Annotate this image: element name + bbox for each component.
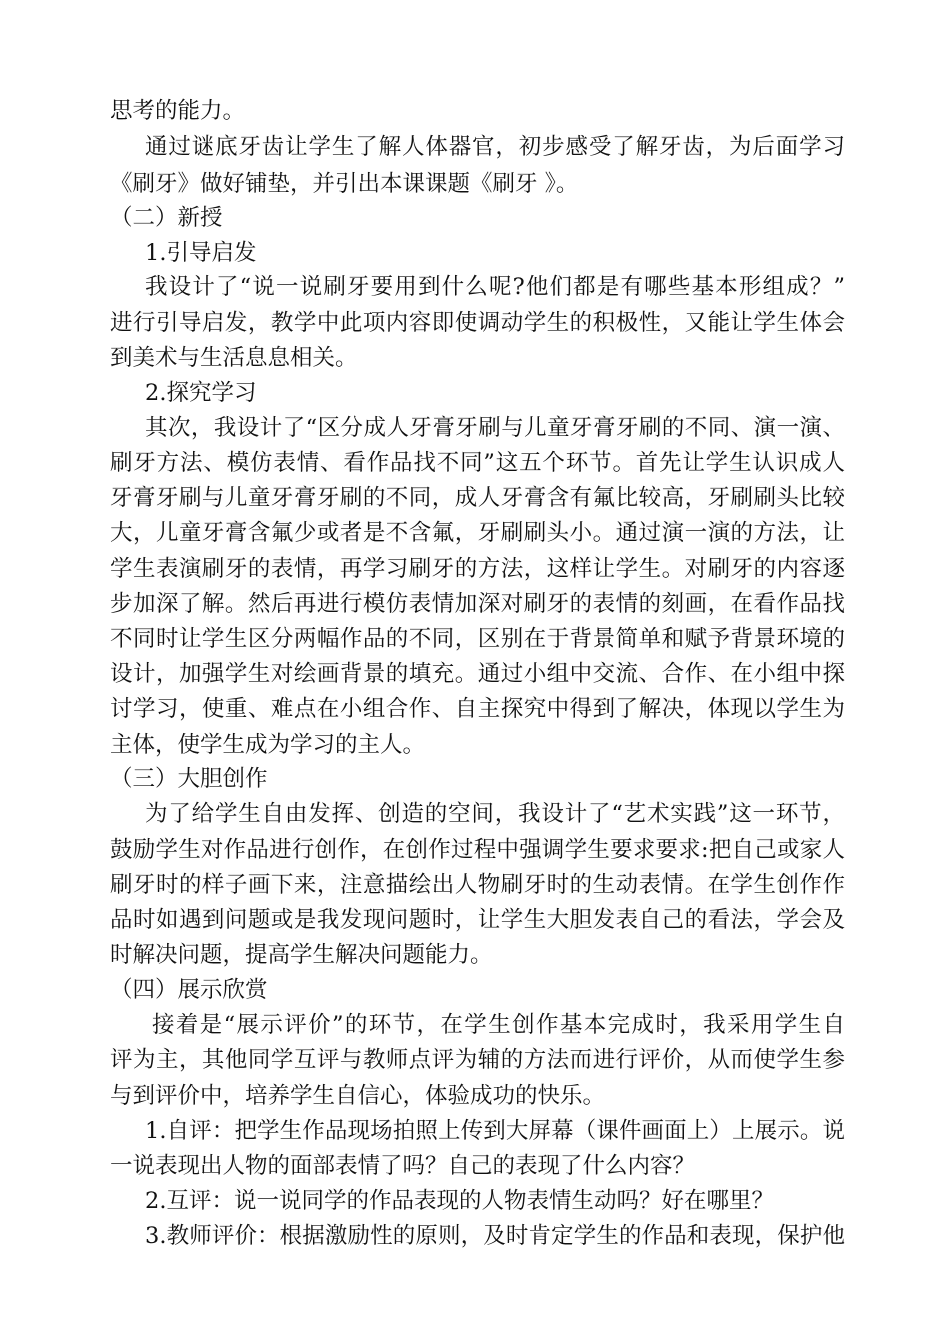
paragraph-line: 设计，加强学生对绘画背景的填充。通过小组中交流、合作、在小组中探 [110,661,845,687]
subsection-heading: 2.探究学习 [145,380,257,406]
paragraph-line: 时解决问题，提高学生解决问题能力。 [110,942,493,968]
paragraph-line: 通过谜底牙齿让学生了解人体器官，初步感受了解牙齿，为后面学习 [145,134,845,160]
paragraph-line: 牙膏牙刷与儿童牙膏牙刷的不同，成人牙膏含有氟比较高，牙刷刷头比较 [110,485,845,511]
paragraph-line: 主体，使学生成为学习的主人。 [110,732,426,758]
section-heading: （二）新授 [110,205,223,231]
paragraph-line: 其次，我设计了“区分成人牙膏牙刷与儿童牙膏牙刷的不同、演一演、 [145,415,845,441]
paragraph-line: 刷牙方法、模仿表情、看作品找不同”这五个环节。首先让学生认识成人 [110,450,845,476]
paragraph-line: 思考的能力。 [110,98,246,124]
paragraph-line: 接着是“展示评价”的环节，在学生创作基本完成时，我采用学生自 [152,1012,845,1038]
paragraph-line: 进行引导启发，教学中此项内容即使调动学生的积极性，又能让学生体会 [110,310,845,336]
paragraph-line: 步加深了解。然后再进行模仿表情加深对刷牙的表情的刻画，在看作品找 [110,591,845,617]
paragraph-line: 大，儿童牙膏含氟少或者是不含氟，牙刷刷头小。通过演一演的方法，让 [110,520,845,546]
paragraph-line: 3.教师评价：根据激励性的原则，及时肯定学生的作品和表现，保护他 [145,1223,845,1249]
paragraph-line: 《刷牙》做好铺垫，并引出本课课题《刷牙 》。 [110,171,579,197]
paragraph-line: 我设计了“说一说刷牙要用到什么呢?他们都是有哪些基本形组成？” [145,274,845,300]
paragraph-line: 学生表演刷牙的表情，再学习刷牙的方法，这样让学生。对刷牙的内容逐 [110,556,845,582]
paragraph-line: 品时如遇到问题或是我发现问题时，让学生大胆发表自己的看法，学会及 [110,907,845,933]
paragraph-line: 2.互评：说一说同学的作品表现的人物表情生动吗？好在哪里？ [145,1188,774,1214]
paragraph-line: 为了给学生自由发挥、创造的空间，我设计了“艺术实践”这一环节， [145,801,845,827]
section-heading: （三）大胆创作 [110,766,268,792]
subsection-heading: 1.引导启发 [145,240,257,266]
paragraph-line: 讨学习，使重、难点在小组合作、自主探究中得到了解决，体现以学生为 [110,696,845,722]
paragraph-line: 刷牙时的样子画下来，注意描绘出人物刷牙时的生动表情。在学生创作作 [110,872,845,898]
paragraph-line: 不同时让学生区分两幅作品的不同，区别在于背景简单和赋予背景环境的 [110,626,845,652]
paragraph-line: 到美术与生活息息相关。 [110,345,358,371]
paragraph-line: 评为主，其他同学互评与教师点评为辅的方法而进行评价，从而使学生参 [110,1047,845,1073]
paragraph-line: 1.自评：把学生作品现场拍照上传到大屏幕（课件画面上）上展示。说 [145,1118,845,1144]
paragraph-line: 一说表现出人物的面部表情了吗？自己的表现了什么内容？ [110,1153,696,1179]
section-heading: （四）展示欣赏 [110,977,268,1003]
paragraph-line: 与到评价中，培养学生自信心，体验成功的快乐。 [110,1083,606,1109]
paragraph-line: 鼓励学生对作品进行创作，在创作过程中强调学生要求要求:把自己或家人 [110,837,845,863]
